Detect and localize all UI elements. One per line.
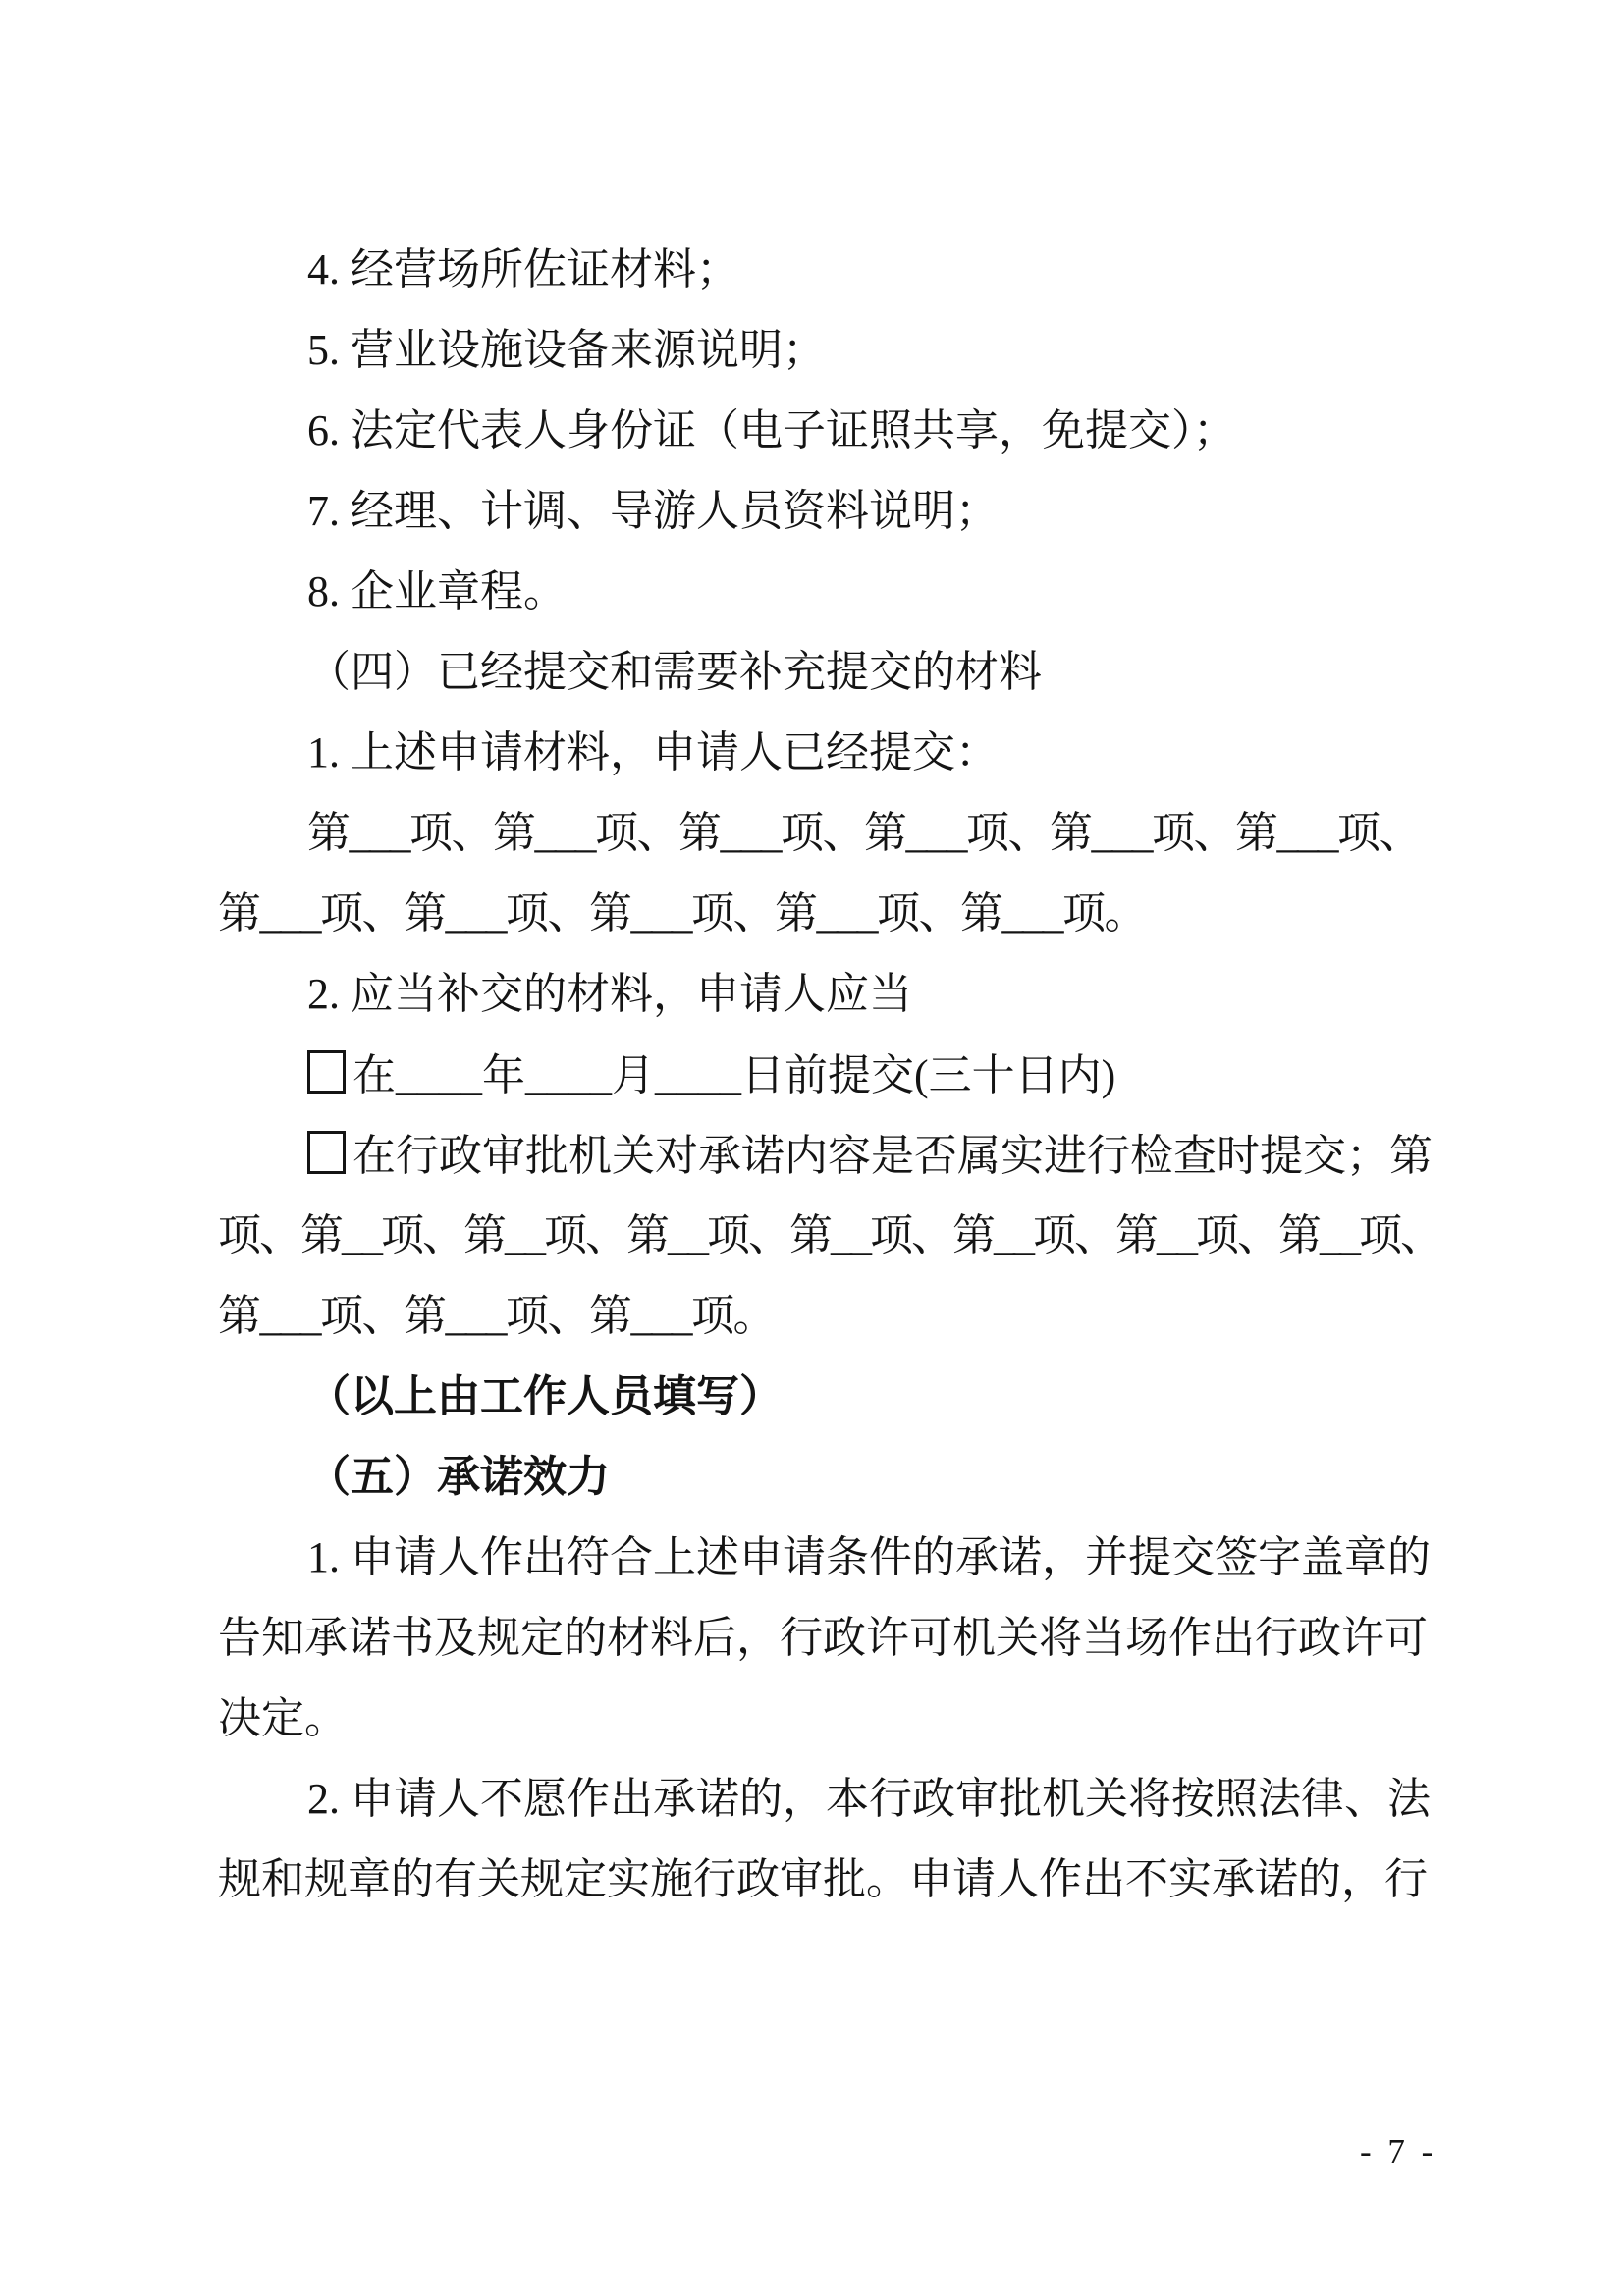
submitted-intro-line: 1. 上述申请材料，申请人已经提交： xyxy=(307,728,999,776)
section-heading-iv: （四）已经提交和需要补充提交的材料 xyxy=(307,648,1042,696)
promise-effect-para2-line1: 2. 申请人不愿作出承诺的，本行政审批机关将按照法律、法 xyxy=(307,1775,1431,1823)
option-inspection-text: 在行政审批机关对承诺内容是否属实进行检查时提交；第 xyxy=(352,1132,1433,1180)
list-item-material-8: 8. 企业章程。 xyxy=(307,567,567,615)
promise-effect-para1-line1: 1. 申请人作出符合上述申请条件的承诺，并提交签字盖章的 xyxy=(307,1533,1431,1581)
checkbox-option-deadline xyxy=(307,1050,1115,1100)
checkbox-option-inspection xyxy=(307,1131,1433,1181)
section-heading-v: （五）承诺效力 xyxy=(307,1453,610,1501)
supplement-blanks-line-2: 第___项、第___项、第___项。 xyxy=(218,1292,775,1340)
list-item-material-4: 4. 经营场所佐证材料； xyxy=(307,245,739,294)
list-item-material-6: 6. 法定代表人身份证（电子证照共享，免提交）； xyxy=(307,406,1236,454)
checkbox-icon xyxy=(307,1050,346,1094)
list-item-material-5: 5. 营业设施设备来源说明； xyxy=(307,326,826,374)
supplement-intro-line: 2. 应当补交的材料，申请人应当 xyxy=(307,970,912,1018)
supplement-blanks-line-1: 项、第__项、第__项、第__项、第__项、第__项、第__项、第__项、 xyxy=(218,1211,1441,1259)
staff-fill-note: （以上由工作人员填写） xyxy=(307,1372,783,1420)
promise-effect-para2-line2: 规和规章的有关规定实施行政审批。申请人作出不实承诺的，行 xyxy=(218,1855,1428,1903)
list-item-material-7: 7. 经理、计调、导游人员资料说明； xyxy=(307,487,999,535)
submitted-blanks-line-2: 第___项、第___项、第___项、第___项、第___项。 xyxy=(218,889,1146,937)
option-deadline-text: 在____年____月____日前提交(三十日内) xyxy=(352,1051,1116,1099)
submitted-blanks-line-1: 第___项、第___项、第___项、第___项、第___项、第___项、 xyxy=(307,809,1421,857)
page-number: - 7 - xyxy=(1360,2132,1437,2170)
checkbox-icon xyxy=(307,1131,346,1174)
promise-effect-para1-line3: 决定。 xyxy=(218,1694,348,1742)
promise-effect-para1-line2: 告知承诺书及规定的材料后，行政许可机关将当场作出行政许可 xyxy=(218,1614,1428,1662)
